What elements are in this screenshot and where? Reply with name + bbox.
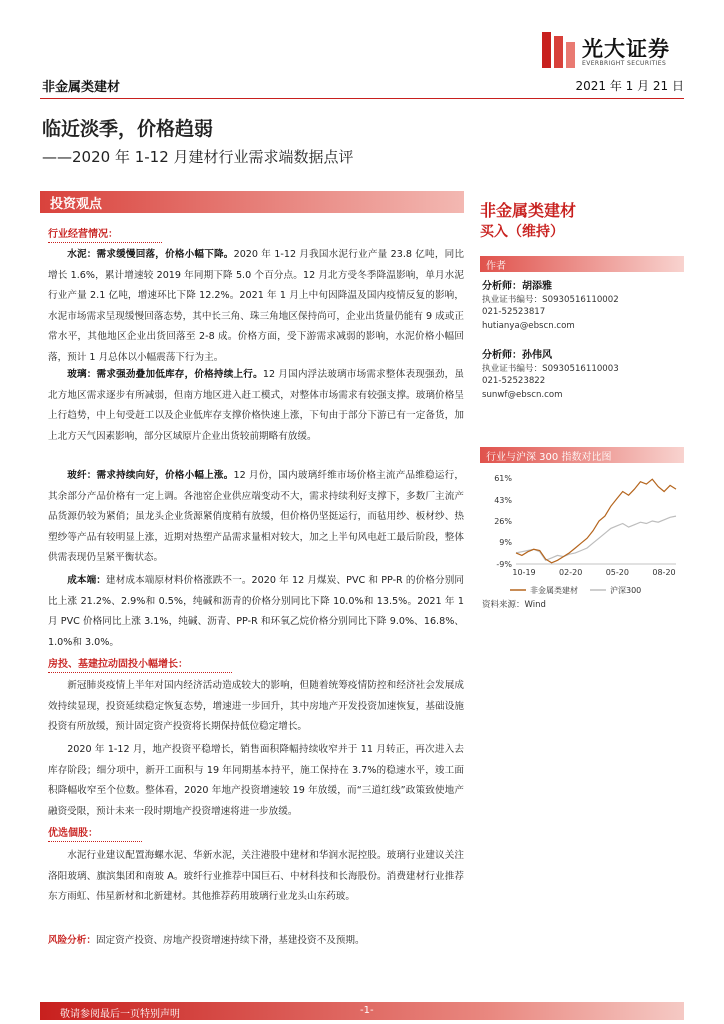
investment-view-bar bbox=[40, 191, 464, 213]
paragraph-cement-text: 2020 年 1-12 月我国水泥行业产量 23.8 亿吨，同比增长 1.6%，累计增速较 2019 年同期下降 5.0 个百分点。12 月北方受冬季降温影响，单月水泥行业产量 2.1 亿吨，增速环比下降 12.2%。2021 年 1 月上中旬因降温及国内疫情反复的影响，水泥市场需求呈现缓慢回落态势，其中长三角、珠三角地区保持尚可，企业出货量仍能有 9 成或正常水平，其他地区企业出货回落至 2-8 成。价格方面，受下游需求减弱的影响，水泥价格小幅回落，预计 1 月总体以小幅震荡下行为主。 bbox=[48, 249, 464, 363]
header-divider bbox=[40, 98, 684, 99]
paragraph-glass bbox=[48, 365, 464, 447]
footer-disclaimer[interactable]: 敬请参阅最后一页特别声明 bbox=[60, 1009, 180, 1020]
analyst-name: 分析师：胡添雅 bbox=[482, 281, 552, 292]
paragraph-glass-text: 12 月国内浮法玻璃市场需求整体表现强劲，虽北方地区需求逐步有所减弱，但南方地区进入赶工模式，对整体市场需求有较强支撑。玻璃价格呈上行趋势，中上旬受赶工以及企业低库存支撑价格快速上涨，下旬由于部分下游已有一定备货，加上北方天气因素影响，部分区域原片企业出货较前期略有放缓。 bbox=[48, 369, 464, 442]
paragraph-cement-head: 水泥：需求缓慢回落，价格小幅下降。 bbox=[67, 249, 234, 260]
report-title: 临近淡季，价格趋弱 bbox=[42, 118, 214, 140]
legend-label: 非金属类建材 bbox=[530, 586, 578, 595]
y-tick-label: 61% bbox=[494, 474, 512, 483]
paragraph-cost-head: 成本端： bbox=[67, 575, 106, 586]
report-section: 非金属类建材 bbox=[42, 80, 121, 95]
x-tick-label: 08-20 bbox=[652, 568, 676, 577]
analyst-email[interactable]: hutianya@ebscn.com bbox=[482, 321, 575, 331]
report-subtitle: ——2020 年 1-12 月建材行业需求端数据点评 bbox=[42, 148, 354, 166]
report-date: 2021 年 1 月 21 日 bbox=[575, 79, 684, 93]
paragraph-stock-picks: 水泥行业建议配置海螺水泥、华新水泥，关注港股中建材和华润水泥控股。玻璃行业建议关注洛阳玻璃、旗滨集团和南玻 A。玻纤行业推荐中国巨石、中材科技和长海股份。消费建材行业推荐东方雨虹、伟星新材和北新建材。其他推荐药用玻璃行业龙头山东药玻。 bbox=[48, 850, 464, 902]
paragraph-fiberglass bbox=[48, 466, 464, 569]
analyst-cert: 执业证书编号：S0930516110002 bbox=[482, 295, 619, 305]
analyst-name: 分析师：孙伟风 bbox=[482, 350, 552, 361]
section-tag-industry: 行业经营情况： bbox=[48, 225, 122, 240]
chart-bar bbox=[480, 447, 684, 463]
paragraph-glass-head: 玻璃：需求强劲叠加低库存，价格持续上行。 bbox=[67, 369, 263, 380]
author-bar-label: 作者 bbox=[486, 261, 506, 272]
sidebar-industry: 非金属类建材 bbox=[480, 201, 577, 220]
section-tag-investment: 房投、基建拉动固投小幅增长： bbox=[48, 655, 192, 670]
y-tick-label: 9% bbox=[499, 537, 512, 547]
analyst-phone: 021-52523822 bbox=[482, 376, 546, 386]
paragraph-risk bbox=[48, 931, 464, 952]
y-tick-label: 43% bbox=[494, 496, 512, 506]
page-number: -1- bbox=[360, 1005, 374, 1016]
section-tag-stocks: 优选個股： bbox=[48, 824, 102, 839]
analyst-email[interactable]: sunwf@ebscn.com bbox=[482, 390, 563, 400]
risk-head: 风险分析： bbox=[48, 935, 96, 946]
legend-label: 沪深300 bbox=[610, 586, 642, 595]
brand-name: 光大证券 bbox=[582, 37, 670, 61]
paragraph-cement bbox=[48, 245, 464, 368]
investment-view-label: 投资观点 bbox=[50, 197, 103, 212]
chart-source: 资料来源：Wind bbox=[482, 600, 546, 610]
x-tick-label: 02-20 bbox=[559, 568, 583, 577]
series-line bbox=[516, 516, 676, 560]
paragraph-fixed-investment: 新冠肺炎疫情上半年对国内经济活动造成较大的影响，但随着统筹疫情防控和经济社会发展成效持续显现，投资延续稳定恢复态势，增速进一步回升，其中房地产开发投资加速恢复，基础设施投资有所放缓，预计固定资产投资将长期保持低位稳定增长。 bbox=[48, 680, 464, 732]
paragraph-real-estate: 2020 年 1-12 月，地产投资平稳增长，销售面积降幅持续收窄并于 11 月转正，再次进入去库存阶段；细分项中，新开工面积与 19 年同期基本持平，施工保持在 3.7%的稳速水平，竣工面积降幅收窄至个位数。整体看，2020 年地产投资增速较 19 年放缓，而“三道红线”政策致使地产融资受限，预计未来一段时期地产投资增速将进一步放缓。 bbox=[48, 744, 464, 817]
paragraph-fiberglass-text: 12 月份，国内玻璃纤维市场价格主流产品维稳运行，其余部分产品价格有一定上调。各池窑企业供应端变动不大，需求持续利好支撑下，多数厂主流产品货源仍较为紧俏；虽龙头企业货源紧俏度稍有放缓，但价格仍坚挺运行，而毡用纱、板材纱、热塑纱等产品有较明显上涨，近期对热塑产品需求量相对较大，加之上半旬风电赶工最后阶段，整体供需表现仍呈紧平衡状态。 bbox=[48, 470, 465, 563]
author-bar bbox=[480, 256, 684, 272]
x-tick-label: 10-19 bbox=[512, 568, 536, 577]
y-tick-label: 26% bbox=[494, 517, 512, 526]
footer-bar bbox=[40, 1002, 684, 1020]
analyst-phone: 021-52523817 bbox=[482, 307, 546, 317]
x-tick-label: 05-20 bbox=[605, 568, 629, 577]
brand-name-en: EVERBRIGHT SECURITIES bbox=[582, 60, 667, 67]
y-tick-label: -9% bbox=[496, 560, 512, 569]
paragraph-cost bbox=[48, 571, 464, 653]
risk-text: 固定资产投资、房地产投资增速持续下滑，基建投资不及预期。 bbox=[95, 935, 365, 946]
paragraph-fiberglass-head: 玻纤：需求持续向好，价格小幅上涨。 bbox=[67, 470, 234, 481]
brand-logo bbox=[542, 32, 692, 70]
brand-logo-icon bbox=[542, 32, 576, 68]
chart-bar-label: 行业与沪深 300 指数对比图 bbox=[486, 452, 612, 463]
index-comparison-chart bbox=[480, 470, 684, 610]
sidebar-rating: 买入（维持） bbox=[480, 224, 564, 240]
analyst-cert: 执业证书编号：S0930516110003 bbox=[482, 364, 619, 374]
paragraph-cost-text: 建材成本端原材料价格涨跌不一。2020 年 12 月煤炭、PVC 和 PP-R 的价格分别同比上涨 21.2%、2.9%和 0.5%，纯碱和沥青的价格分别同比下降 10.0%和 13.5%。2021 年 1 月 PVC 价格同比上涨 3.1%，纯碱、沥青、PP-R 和环氧乙烷价格分别同比下降 9.0%、16.8%、1.0%和 3.0%。 bbox=[48, 575, 464, 648]
